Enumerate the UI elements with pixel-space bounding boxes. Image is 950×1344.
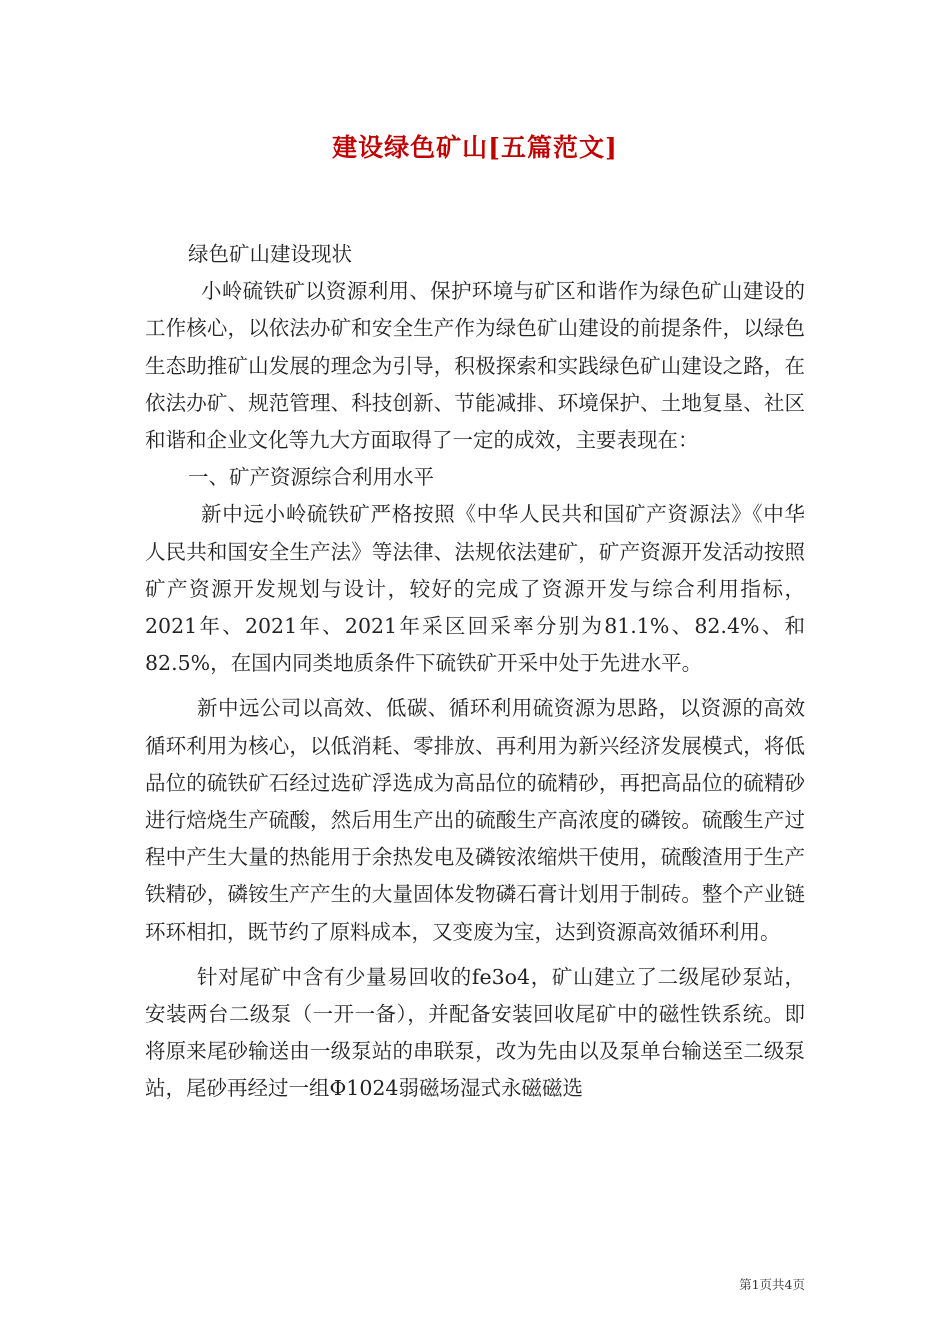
paragraph: 新中远公司以高效、低碳、循环利用硫资源为思路，以资源的高效循环利用为核心，以低消耗、零排放、再利用为新兴经济发展模式，将低品位的硫铁矿石经过选矿浮选成为高品位的硫精砂，再把高品位的硫精砂进行焙烧生产硫酸，然后用生产出的硫酸生产高浓度的磷铵。硫酸生产过程中产生大量的热能用于余热发电及磷铵浓缩烘干使用，硫酸渣用于生产铁精砂，磷铵生产产生的大量固体发物磷石膏计划用于制砖。整个产业链环环相扣，既节约了原料成本，又变废为宝，达到资源高效循环利用。 <box>145 696 805 944</box>
paragraph: 新中远小岭硫铁矿严格按照《中华人民共和国矿产资源法》《中华人民共和国安全生产法》等法律、法规依法建矿，矿产资源开发活动按照矿产资源开发规划与设计，较好的完成了资源开发与综合利用指标，2021年、2021年、2021年采区回采率分别为81.1%、82.4%、和82.5%，在国内同类地质条件下硫铁矿开采中处于先进水平。 <box>145 502 805 676</box>
document-title: 建设绿色矿山[五篇范文] <box>332 133 618 162</box>
page-number: 第1页共4页 <box>739 1277 805 1292</box>
section-heading: 一、矿产资源综合利用水平 <box>188 465 434 490</box>
section-heading: 绿色矿山建设现状 <box>188 242 352 266</box>
paragraph: 小岭硫铁矿以资源利用、保护环境与矿区和谐作为绿色矿山建设的工作核心，以依法办矿和安全生产作为绿色矿山建设的前提条件，以绿色生态助推矿山发展的理念为引导，积极探索和实践绿色矿山建设之路，在依法办矿、规范管理、科技创新、节能减排、环境保护、土地复垦、社区和谐和企业文化等九大方面取得了一定的成效，主要表现在： <box>145 279 805 453</box>
paragraph: 针对尾矿中含有少量易回收的fe3o4，矿山建立了二级尾砂泵站，安装两台二级泵（一开一备），并配备安装回收尾矿中的磁性铁系统。即将原来尾砂输送由一级泵站的串联泵，改为先由以及泵单台输送至二级泵站，尾砂再经过一组Φ1024弱磁场湿式永磁磁选 <box>145 964 805 1101</box>
document-body <box>145 236 805 1108</box>
